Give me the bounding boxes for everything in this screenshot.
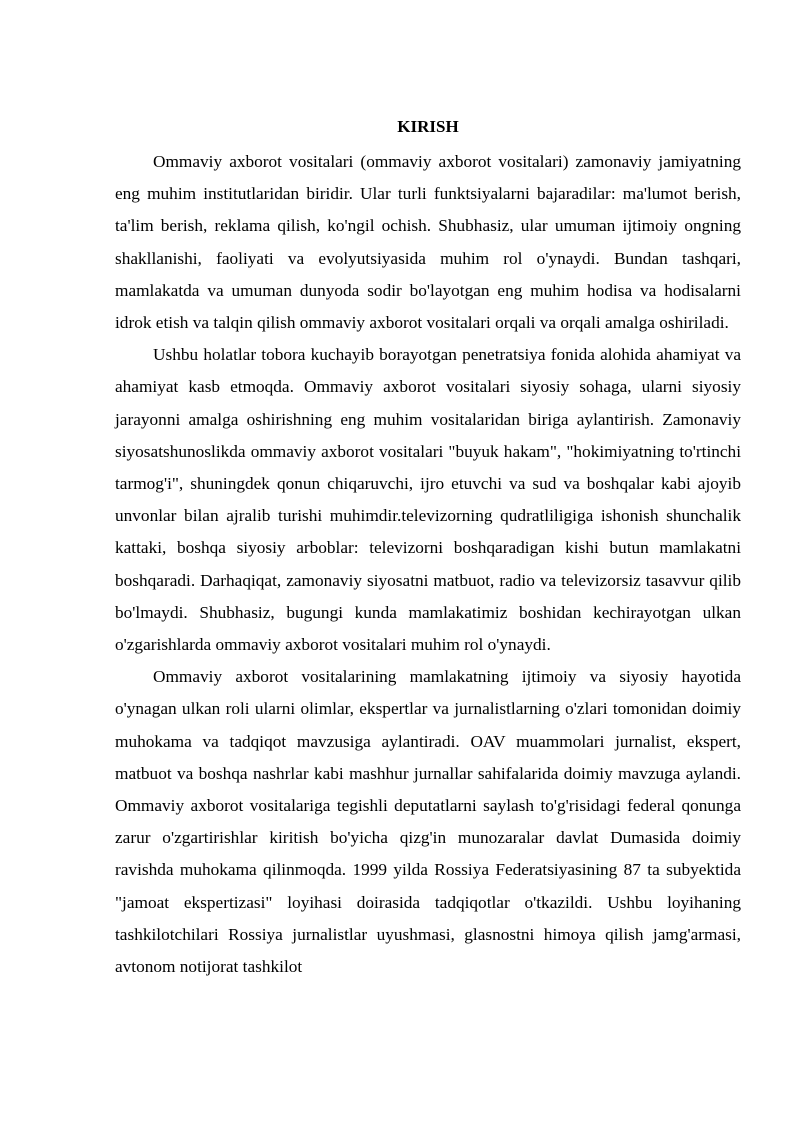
paragraph: Ushbu holatlar tobora kuchayib borayotgan penetratsiya fonida alohida ahamiyat va ahamiyat kasb etmoqda. Ommaviy axborot vositalari siyosiy sohaga, ularni siyosiy jarayonni amalga oshirishning eng muhim vositalaridan biriga aylantirish. Zamonaviy siyosatshunoslikda ommaviy axborot vositalari "buyuk hakam", "hokimiyatning to'rtinchi tarmog'i", shuningdek qonun chiqaruvchi, ijro etuvchi va sud va boshqalar kabi ajoyib unvonlar bilan ajralib turishi muhimdir.televizorning qudratliligiga ishonish shunchalik kattaki, boshqa siyosiy arboblar: televizorni boshqaradigan kishi butun mamlakatni boshqaradi. Darhaqiqat, zamonaviy siyosatni matbuot, radio va televizorsiz tasavvur qilib bo'lmaydi. Shubhasiz, bugungi kunda mamlakatimiz boshidan kechirayotgan ulkan o'zgarishlarda ommaviy axborot vositalari muhim rol o'ynaydi. bbox=[115, 345, 741, 655]
paragraph: Ommaviy axborot vositalari (ommaviy axborot vositalari) zamonaviy jamiyatning eng muhim institutlaridan biridir. Ular turli funktsiyalarni bajaradilar: ma'lumot berish, ta'lim berish, reklama qilish, ko'ngil ochish. Shubhasiz, ular umuman ijtimoiy ongning shakllanishi, faoliyati va evolyutsiyasida muhim rol o'ynaydi. Bundan tashqari, mamlakatda va umuman dunyoda sodir bo'layotgan eng muhim hodisa va hodisalarni idrok etish va talqin qilish ommaviy axborot vositalari orqali va orqali amalga oshiriladi. bbox=[115, 152, 741, 333]
paragraph: Ommaviy axborot vositalarining mamlakatning ijtimoiy va siyosiy hayotida o'ynagan ulkan roli ularni olimlar, ekspertlar va jurnalistlarning o'zlari tomonidan doimiy muhokama va tadqiqot mavzusiga aylantiradi. OAV muammolari jurnalist, ekspert, matbuot va boshqa nashrlar kabi mashhur jurnallar sahifalarida doimiy mavzuga aylandi. Ommaviy axborot vositalariga tegishli deputatlarni saylash to'g'risidagi federal qonunga zarur o'zgartirishlar kiritish bo'yicha qizg'in munozaralar davlat Dumasida doimiy ravishda muhokama qilinmoqda. 1999 yilda Rossiya Federatsiyasining 87 ta subyektida "jamoat ekspertizasi" loyihasi doirasida tadqiqotlar o'tkazildi. Ushbu loyihaning tashkilotchilari Rossiya jurnalistlar uyushmasi, glasnostni himoya qilish jamg'armasi, avtonom notijorat tashkilot bbox=[115, 667, 741, 977]
document-body bbox=[115, 146, 741, 983]
page-title: KIRISH bbox=[397, 117, 459, 136]
